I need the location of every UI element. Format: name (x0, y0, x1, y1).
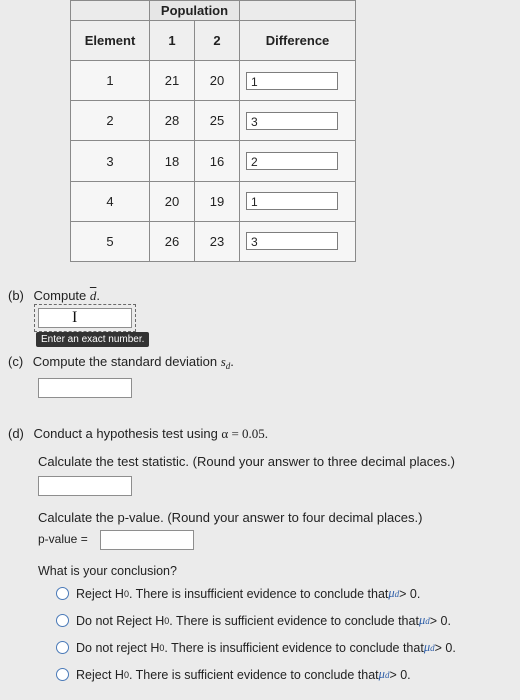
table-group-header-row (71, 1, 356, 21)
pop2-cell: 16 (195, 141, 240, 181)
col-pop1-header: 1 (150, 21, 195, 61)
difference-input[interactable]: 1 (246, 72, 338, 90)
radio-button[interactable] (56, 668, 69, 681)
table-row (71, 101, 356, 141)
part-d-text: Conduct a hypothesis test using (33, 426, 222, 441)
difference-cell (240, 141, 356, 181)
element-cell: 3 (71, 141, 150, 181)
pop1-cell: 18 (150, 141, 195, 181)
part-b-text: Compute (33, 288, 90, 303)
element-cell: 1 (71, 61, 150, 101)
col-element-header: Element (71, 21, 150, 61)
difference-input[interactable]: 3 (246, 112, 338, 130)
conclusion-option-3[interactable]: Do not reject H 0 . There is insufficient evidence to conclude that μ d > 0. (56, 640, 456, 655)
population-header: Population (150, 1, 240, 21)
conclusion-option-2[interactable]: Do not Reject H 0 . There is sufficient evidence to conclude that μ d > 0. (56, 613, 451, 628)
pop2-cell: 20 (195, 61, 240, 101)
table-row (71, 61, 356, 101)
pop1-cell: 26 (150, 221, 195, 261)
s-d-symbol: s (220, 354, 226, 369)
test-statistic-prompt: Calculate the test statistic. (Round your answer to three decimal places.) (38, 454, 455, 469)
s-d-subscript: d (225, 361, 231, 371)
difference-cell (240, 101, 356, 141)
part-b-label: (b) (8, 288, 24, 303)
p-value-prompt: Calculate the p-value. (Round your answer to four decimal places.) (38, 510, 423, 525)
part-b-prompt: (b) Compute $\overline{d}$. (8, 288, 101, 303)
d-bar-input[interactable] (38, 308, 132, 328)
element-cell: 4 (71, 181, 150, 221)
conclusion-question: What is your conclusion? (38, 564, 177, 578)
pop2-cell: 25 (195, 101, 240, 141)
difference-cell (240, 221, 356, 261)
pop1-cell: 21 (150, 61, 195, 101)
conclusion-option-4[interactable]: Reject H 0 . There is sufficient evidence to conclude that μ d > 0. (56, 667, 411, 682)
p-value-label: p-value = (38, 532, 88, 546)
difference-cell (240, 61, 356, 101)
radio-button[interactable] (56, 641, 69, 654)
text-cursor-icon: I (72, 309, 78, 326)
pop2-cell: 23 (195, 221, 240, 261)
part-c-label: (c) (8, 354, 24, 369)
alpha-value: α = 0.05. (221, 426, 269, 441)
part-c-text: Compute the standard deviation (32, 354, 221, 369)
part-d-label: (d) (8, 426, 24, 441)
d-bar-symbol: $\overline{d}$ (89, 288, 97, 303)
difference-input[interactable]: 1 (246, 192, 338, 210)
table-row (71, 141, 356, 181)
input-hint-tooltip: Enter an exact number. (36, 332, 149, 347)
pop2-cell: 19 (195, 181, 240, 221)
test-statistic-input[interactable] (38, 476, 132, 496)
table-row (71, 181, 356, 221)
radio-button[interactable] (56, 614, 69, 627)
difference-cell (240, 181, 356, 221)
difference-input[interactable]: 2 (246, 152, 338, 170)
data-table (70, 0, 356, 262)
pop1-cell: 28 (150, 101, 195, 141)
col-difference-header: Difference (240, 21, 356, 61)
table-row (71, 221, 356, 261)
conclusion-option-1[interactable]: Reject H 0 . There is insufficient evidence to conclude that μ d > 0. (56, 586, 420, 601)
element-cell: 2 (71, 101, 150, 141)
p-value-input[interactable] (100, 530, 194, 550)
col-pop2-header: 2 (195, 21, 240, 61)
table-column-header-row (71, 21, 356, 61)
element-cell: 5 (71, 221, 150, 261)
part-d-prompt (8, 426, 268, 442)
pop1-cell: 20 (150, 181, 195, 221)
difference-input[interactable]: 3 (246, 232, 338, 250)
s-d-input[interactable] (38, 378, 132, 398)
radio-button[interactable] (56, 587, 69, 600)
part-c-prompt: (c) Compute the standard deviation $s_d$. (8, 354, 234, 371)
